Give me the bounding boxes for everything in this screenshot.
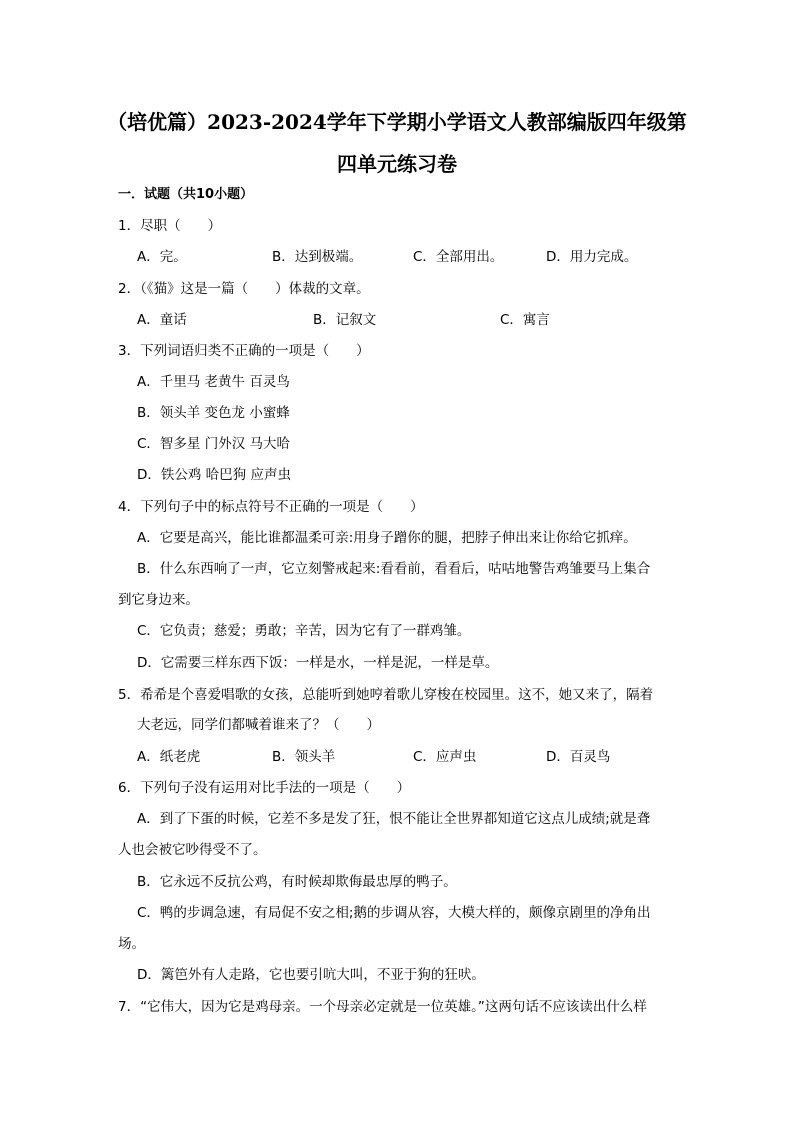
question-4-option-b-line-1: B．什么东西响了一声，它立刻警戒起来:看看前，看看后，咕咕地警告鸡雏要马上集合 — [137, 561, 651, 577]
question-5-stem-line-1: 5．希希是个喜爱唱歌的女孩，总能听到她哼着歌儿穿梭在校园里。这不，她又来了，隔着 — [118, 687, 654, 703]
question-1-option-d: D．用力完成。 — [546, 249, 638, 265]
question-5-option-a: A．纸老虎 — [137, 749, 201, 765]
question-5-stem-line-2: 大老远，同学们都喊着谁来了？（ ） — [137, 717, 380, 733]
question-6-option-a-line-1: A．到了下蛋的时候，它差不多是发了狂，恨不能让全世界都知道它这点儿成绩;就是聋 — [137, 811, 651, 827]
question-2-option-c: C．寓言 — [500, 312, 550, 328]
question-6-stem: 6．下列句子没有运用对比手法的一项是（ ） — [118, 780, 411, 796]
question-5-option-d: D．百灵鸟 — [546, 749, 611, 765]
question-2-option-b: B．记叙文 — [313, 312, 377, 328]
section-heading: 一．试题（共10小题） — [118, 187, 254, 202]
question-4-option-a: A．它要是高兴，能比谁都温柔可亲:用身子蹭你的腿，把脖子伸出来让你给它抓痒。 — [137, 530, 637, 546]
question-1-option-a: A．完。 — [137, 249, 187, 265]
question-2-stem: 2．（《猫》这是一篇（ ）体裁的文章。 — [118, 281, 370, 297]
question-6-option-d: D．篱笆外有人走路，它也要引吭大叫，不亚于狗的狂吠。 — [137, 967, 485, 983]
question-7-stem: 7．“它伟大，因为它是鸡母亲。一个母亲必定就是一位英雄。”这两句话不应该读出什么样 — [118, 999, 647, 1015]
question-6-option-a-line-2: 人也会被它吵得受不了。 — [118, 842, 267, 858]
question-6-option-c-line-1: C．鸭的步调急速，有局促不安之相;鹅的步调从容，大模大样的，颇像京剧里的净角出 — [137, 905, 651, 921]
question-1-option-b: B．达到极端。 — [272, 249, 363, 265]
question-3-option-a: A．千里马 老黄牛 百灵鸟 — [137, 374, 290, 390]
question-3-option-b: B．领头羊 变色龙 小蜜蜂 — [137, 405, 290, 421]
question-1-option-c: C．全部用出。 — [413, 249, 504, 265]
question-6-option-b: B．它永远不反抗公鸡，有时候却欺侮最忠厚的鸭子。 — [137, 874, 457, 890]
question-4-option-c: C．它负责；慈爱；勇敢；辛苦，因为它有了一群鸡雏。 — [137, 623, 471, 639]
question-5-option-c: C．应声虫 — [413, 749, 477, 765]
question-6-option-c-line-2: 场。 — [118, 936, 145, 952]
question-5-option-b: B．领头羊 — [272, 749, 336, 765]
question-3-option-d: D．铁公鸡 哈巴狗 应声虫 — [137, 467, 291, 483]
question-3-stem: 3．下列词语归类不正确的一项是（ ） — [118, 343, 370, 359]
question-2-option-a: A．童话 — [137, 312, 187, 328]
document-title-line-1: （培优篇）2023-2024学年下学期小学语文人教部编版四年级第 — [107, 110, 687, 134]
document-title-line-2: 四单元练习卷 — [337, 152, 457, 176]
question-4-option-d: D．它需要三样东西下饭：一样是水，一样是泥，一样是草。 — [137, 655, 499, 671]
question-4-stem: 4．下列句子中的标点符号不正确的一项是（ ） — [118, 499, 424, 515]
question-4-option-b-line-2: 到它身边来。 — [118, 592, 199, 608]
question-1-stem: 1．尽职（ ） — [118, 218, 222, 234]
question-3-option-c: C．智多星 门外汉 马大哈 — [137, 436, 291, 452]
